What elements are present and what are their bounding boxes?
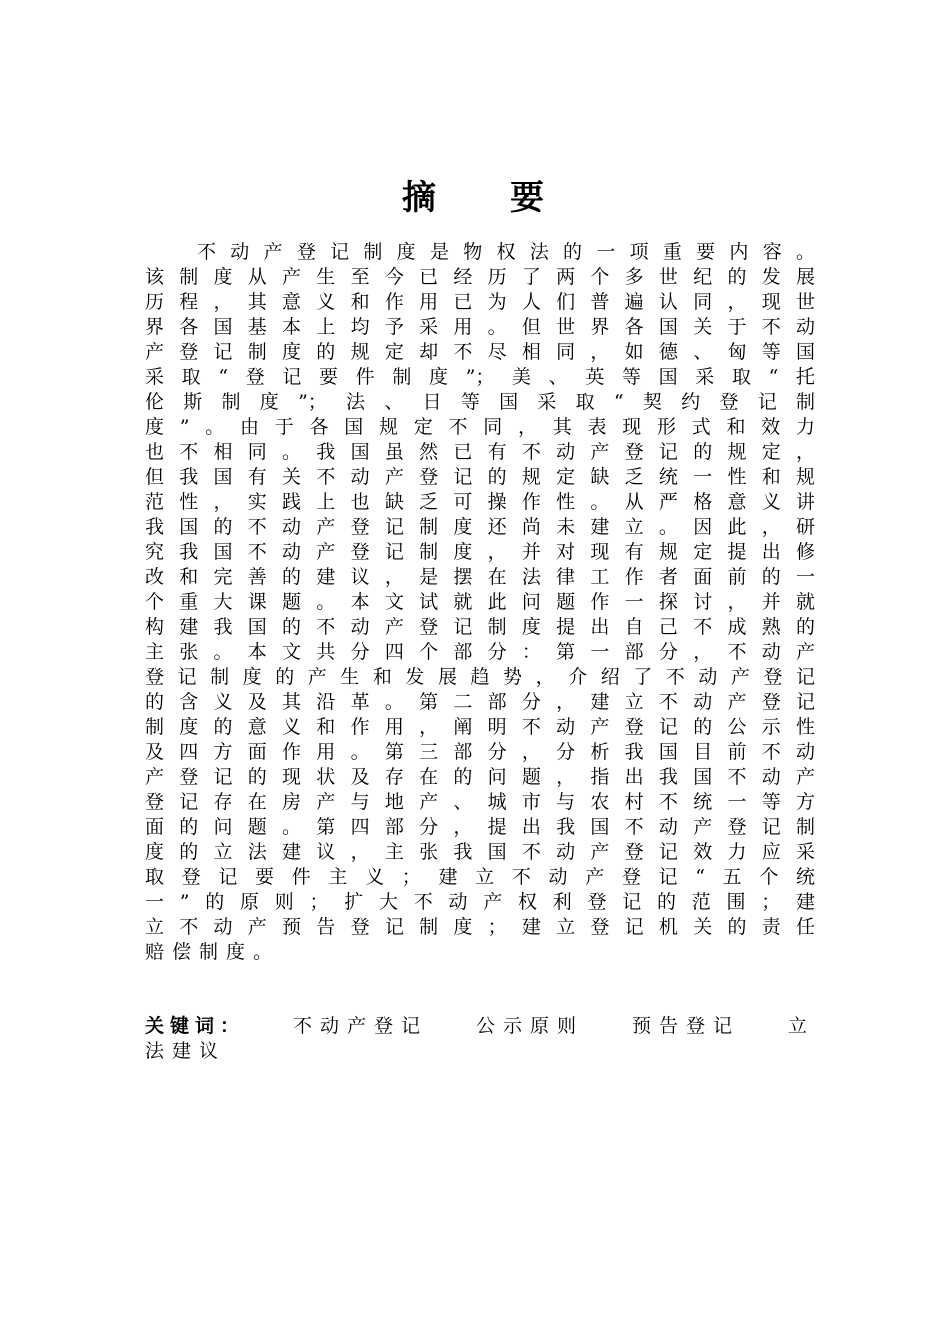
abstract-line: 历程，其意义和作用已为人们普遍认同，现世 bbox=[145, 291, 815, 313]
abstract-line: 改和完善的建议，是摆在法律工作者面前的一 bbox=[145, 566, 815, 588]
keyword-item: 公示原则 bbox=[475, 1015, 584, 1037]
abstract-line: 我国的不动产登记制度还尚未建立。因此，研 bbox=[145, 516, 815, 538]
abstract-line: 的含义及其沿革。第二部分，建立不动产登记 bbox=[145, 691, 815, 713]
abstract-line: 登记存在房产与地产、城市与农村不统一等方 bbox=[145, 791, 815, 813]
abstract-line: 采取“登记要件制度”；美、英等国采取“托 bbox=[145, 366, 815, 388]
keywords-section bbox=[145, 1014, 815, 1064]
title-char-2: 要 bbox=[510, 178, 548, 218]
abstract-line: 也不相同。我国虽然已有不动产登记的规定， bbox=[145, 441, 815, 463]
abstract-line: 度”。由于各国规定不同，其表现形式和效力 bbox=[145, 416, 815, 438]
abstract-line: 不动产登记制度是物权法的一项重要内容。 bbox=[197, 241, 815, 263]
abstract-line: 界各国基本上均予采用。但世界各国关于不动 bbox=[145, 316, 815, 338]
keyword-item: 预告登记 bbox=[631, 1015, 740, 1037]
abstract-line: 究我国不动产登记制度，并对现有规定提出修 bbox=[145, 541, 815, 563]
abstract-body bbox=[145, 240, 815, 965]
abstract-line: 登记制度的产生和发展趋势，介绍了不动产登记 bbox=[145, 666, 815, 688]
keywords-label: 关键词： bbox=[145, 1015, 246, 1037]
abstract-line: 构建我国的不动产登记制度提出自己不成熟的 bbox=[145, 616, 815, 638]
abstract-line: 度的立法建议，主张我国不动产登记效力应采 bbox=[145, 841, 815, 863]
abstract-line: 产登记制度的规定却不尽相同，如德、匈等国 bbox=[145, 341, 815, 363]
abstract-line: 一”的原则；扩大不动产权利登记的范围；建 bbox=[145, 891, 815, 913]
abstract-line: 及四方面作用。第三部分，分析我国目前不动 bbox=[145, 741, 815, 763]
abstract-line: 个重大课题。本文试就此问题作一探讨，并就 bbox=[145, 591, 815, 613]
abstract-line: 但我国有关不动产登记的规定缺乏统一性和规 bbox=[145, 466, 815, 488]
abstract-line: 制度的意义和作用，阐明不动产登记的公示性 bbox=[145, 716, 815, 738]
keywords-line-2: 法建议 bbox=[145, 1040, 227, 1062]
abstract-line: 赔偿制度。 bbox=[145, 941, 281, 963]
keywords-line-1 bbox=[145, 1014, 815, 1039]
keyword-item-tail: 立 bbox=[787, 1015, 815, 1037]
abstract-line: 伦斯制度”；法、日等国采取“契约登记制 bbox=[145, 391, 815, 413]
abstract-line: 面的问题。第四部分，提出我国不动产登记制 bbox=[145, 816, 815, 838]
abstract-line: 立不动产预告登记制度；建立登记机关的责任 bbox=[145, 916, 815, 938]
abstract-line: 范性，实践上也缺乏可操作性。从严格意义讲 bbox=[145, 491, 815, 513]
abstract-line: 取登记要件主义；建立不动产登记“五个统 bbox=[145, 866, 815, 888]
title-char-1: 摘 bbox=[402, 178, 440, 218]
abstract-line: 该制度从产生至今已经历了两个多世纪的发展 bbox=[145, 266, 815, 288]
abstract-line: 产登记的现状及存在的问题，指出我国不动产 bbox=[145, 766, 815, 788]
keyword-item: 不动产登记 bbox=[292, 1015, 428, 1037]
abstract-line: 主张。本文共分四个部分：第一部分，不动产 bbox=[145, 641, 815, 663]
page-title bbox=[0, 170, 950, 219]
